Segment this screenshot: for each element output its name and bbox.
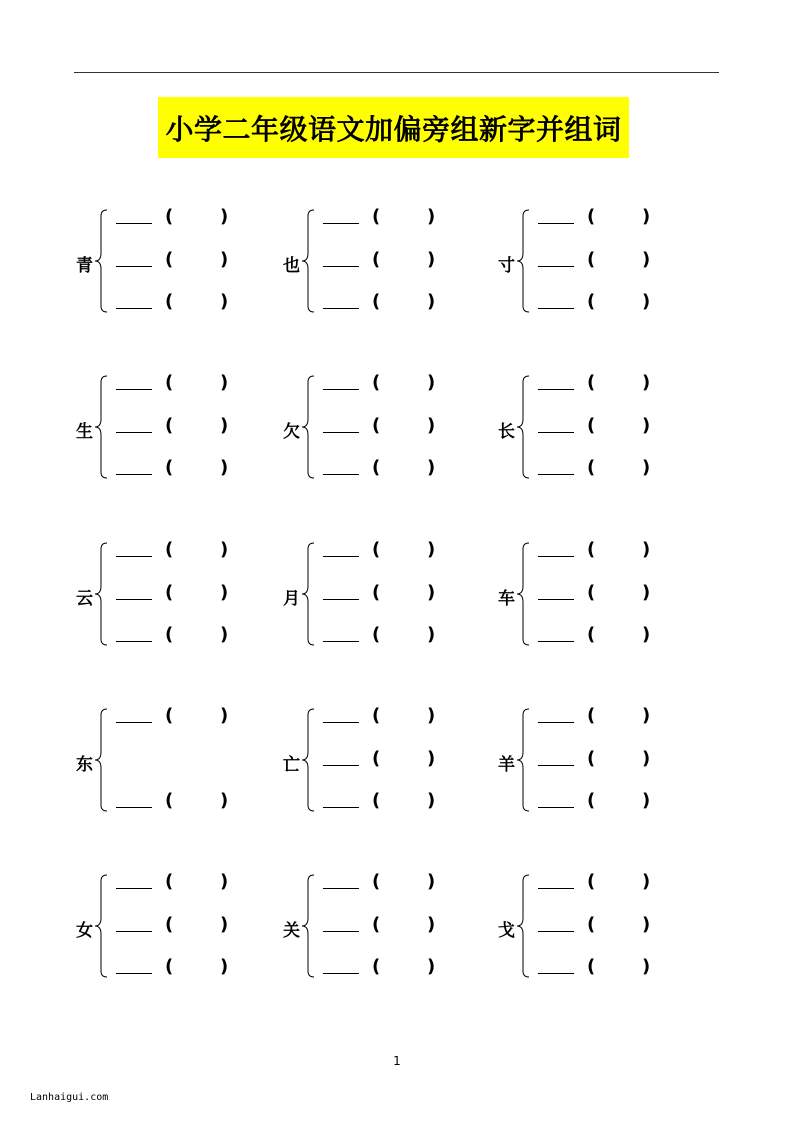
- answer-slot[interactable]: [538, 790, 698, 812]
- word-paren-open: (: [372, 206, 381, 227]
- curly-brace-icon: [301, 873, 317, 979]
- word-paren-open: (: [372, 249, 381, 270]
- answer-slot[interactable]: [323, 956, 483, 978]
- answer-slot[interactable]: [323, 582, 483, 604]
- word-paren-open: (: [587, 624, 596, 645]
- word-paren-open: (: [372, 415, 381, 436]
- word-paren-close: ): [220, 249, 229, 270]
- word-paren-open: (: [165, 914, 174, 935]
- word-paren-close: ): [427, 539, 436, 560]
- word-paren-close: ): [642, 705, 651, 726]
- curly-brace-icon: [94, 541, 110, 647]
- new-char-blank[interactable]: [538, 599, 574, 600]
- new-char-blank[interactable]: [116, 308, 152, 309]
- new-char-blank[interactable]: [116, 599, 152, 600]
- base-character: 欠: [283, 422, 300, 442]
- char-group: [498, 871, 698, 991]
- answer-slot[interactable]: [538, 871, 698, 893]
- word-paren-close: ): [427, 871, 436, 892]
- answer-slot[interactable]: [538, 372, 698, 394]
- new-char-blank[interactable]: [538, 266, 574, 267]
- base-character: 车: [498, 589, 515, 609]
- word-paren-open: (: [372, 582, 381, 603]
- new-char-blank[interactable]: [323, 599, 359, 600]
- new-char-blank[interactable]: [116, 973, 152, 974]
- base-character: 生: [76, 422, 93, 442]
- new-char-blank[interactable]: [116, 807, 152, 808]
- word-paren-open: (: [587, 956, 596, 977]
- word-paren-close: ): [220, 705, 229, 726]
- word-paren-open: (: [587, 291, 596, 312]
- new-char-blank[interactable]: [323, 931, 359, 932]
- word-paren-open: (: [165, 705, 174, 726]
- new-char-blank[interactable]: [538, 308, 574, 309]
- answer-slot[interactable]: [323, 457, 483, 479]
- char-group: [498, 372, 698, 492]
- answer-slot[interactable]: [323, 914, 483, 936]
- curly-brace-icon: [301, 707, 317, 813]
- answer-slot[interactable]: [116, 291, 276, 313]
- answer-slot[interactable]: [538, 705, 698, 727]
- word-paren-close: ): [427, 582, 436, 603]
- base-character: 东: [76, 755, 93, 775]
- new-char-blank[interactable]: [538, 556, 574, 557]
- char-group: [498, 705, 698, 825]
- word-paren-close: ): [220, 956, 229, 977]
- word-paren-close: ): [427, 914, 436, 935]
- char-group: [76, 705, 276, 825]
- word-paren-close: ): [642, 871, 651, 892]
- word-paren-open: (: [165, 956, 174, 977]
- word-paren-open: (: [372, 539, 381, 560]
- word-paren-close: ): [427, 415, 436, 436]
- base-character: 羊: [498, 755, 515, 775]
- answer-slot[interactable]: [538, 249, 698, 271]
- new-char-blank[interactable]: [323, 556, 359, 557]
- word-paren-open: (: [372, 457, 381, 478]
- answer-slot[interactable]: [538, 914, 698, 936]
- new-char-blank[interactable]: [323, 474, 359, 475]
- new-char-blank[interactable]: [323, 432, 359, 433]
- word-paren-open: (: [372, 748, 381, 769]
- word-paren-close: ): [427, 624, 436, 645]
- new-char-blank[interactable]: [538, 931, 574, 932]
- char-group: [498, 539, 698, 659]
- new-char-blank[interactable]: [538, 223, 574, 224]
- new-char-blank[interactable]: [116, 432, 152, 433]
- new-char-blank[interactable]: [538, 722, 574, 723]
- word-paren-close: ): [642, 956, 651, 977]
- answer-slot[interactable]: [116, 582, 276, 604]
- word-paren-close: ): [642, 249, 651, 270]
- word-paren-open: (: [165, 206, 174, 227]
- answer-slot[interactable]: [116, 871, 276, 893]
- word-paren-close: ): [427, 705, 436, 726]
- word-paren-close: ): [427, 457, 436, 478]
- base-character: 女: [76, 921, 93, 941]
- word-paren-open: (: [372, 956, 381, 977]
- new-char-blank[interactable]: [538, 765, 574, 766]
- word-paren-open: (: [587, 249, 596, 270]
- word-paren-close: ): [642, 291, 651, 312]
- word-paren-open: (: [587, 914, 596, 935]
- base-character: 长: [498, 422, 515, 442]
- answer-slot[interactable]: [116, 956, 276, 978]
- char-group: [76, 206, 276, 326]
- word-paren-open: (: [587, 539, 596, 560]
- answer-slot[interactable]: [116, 249, 276, 271]
- answer-slot[interactable]: [538, 624, 698, 646]
- word-paren-open: (: [372, 790, 381, 811]
- word-paren-open: (: [372, 291, 381, 312]
- new-char-blank[interactable]: [116, 474, 152, 475]
- base-character: 也: [283, 256, 300, 276]
- word-paren-open: (: [165, 871, 174, 892]
- word-paren-open: (: [372, 871, 381, 892]
- new-char-blank[interactable]: [538, 973, 574, 974]
- answer-slot[interactable]: [538, 457, 698, 479]
- word-paren-open: (: [372, 914, 381, 935]
- word-paren-open: (: [587, 790, 596, 811]
- answer-slot[interactable]: [116, 914, 276, 936]
- char-group: [283, 871, 483, 991]
- answer-slot[interactable]: [116, 206, 276, 228]
- word-paren-open: (: [587, 871, 596, 892]
- answer-slot[interactable]: [323, 748, 483, 770]
- char-group: [283, 206, 483, 326]
- answer-slot[interactable]: [538, 539, 698, 561]
- answer-slot[interactable]: [323, 539, 483, 561]
- answer-slot[interactable]: [323, 372, 483, 394]
- curly-brace-icon: [94, 707, 110, 813]
- curly-brace-icon: [301, 208, 317, 314]
- word-paren-open: (: [165, 415, 174, 436]
- curly-brace-icon: [516, 873, 532, 979]
- word-paren-close: ): [220, 790, 229, 811]
- answer-slot[interactable]: [116, 705, 276, 727]
- word-paren-close: ): [220, 582, 229, 603]
- word-paren-close: ): [220, 415, 229, 436]
- answer-slot[interactable]: [538, 291, 698, 313]
- page-number: 1: [393, 1054, 401, 1068]
- word-paren-close: ): [427, 206, 436, 227]
- new-char-blank[interactable]: [323, 266, 359, 267]
- base-character: 月: [283, 589, 300, 609]
- new-char-blank[interactable]: [323, 722, 359, 723]
- curly-brace-icon: [516, 707, 532, 813]
- new-char-blank[interactable]: [323, 888, 359, 889]
- curly-brace-icon: [516, 208, 532, 314]
- new-char-blank[interactable]: [323, 223, 359, 224]
- curly-brace-icon: [301, 374, 317, 480]
- word-paren-close: ): [220, 871, 229, 892]
- word-paren-close: ): [427, 291, 436, 312]
- word-paren-open: (: [165, 582, 174, 603]
- word-paren-close: ): [220, 914, 229, 935]
- new-char-blank[interactable]: [323, 765, 359, 766]
- answer-slot[interactable]: [323, 415, 483, 437]
- answer-slot[interactable]: [538, 956, 698, 978]
- new-char-blank[interactable]: [538, 389, 574, 390]
- word-paren-open: (: [587, 206, 596, 227]
- word-paren-open: (: [587, 372, 596, 393]
- title-highlight: [158, 97, 629, 158]
- new-char-blank[interactable]: [323, 807, 359, 808]
- answer-slot[interactable]: [116, 372, 276, 394]
- char-group: [498, 206, 698, 326]
- curly-brace-icon: [516, 374, 532, 480]
- answer-slot[interactable]: [538, 206, 698, 228]
- word-paren-open: (: [165, 457, 174, 478]
- word-paren-open: (: [587, 748, 596, 769]
- header-rule: [74, 72, 719, 73]
- new-char-blank[interactable]: [116, 641, 152, 642]
- new-char-blank[interactable]: [538, 474, 574, 475]
- answer-slot[interactable]: [538, 415, 698, 437]
- curly-brace-icon: [516, 541, 532, 647]
- new-char-blank[interactable]: [116, 888, 152, 889]
- new-char-blank[interactable]: [538, 641, 574, 642]
- curly-brace-icon: [94, 873, 110, 979]
- new-char-blank[interactable]: [116, 556, 152, 557]
- char-group: [76, 372, 276, 492]
- base-character: 云: [76, 589, 93, 609]
- answer-slot[interactable]: [323, 291, 483, 313]
- curly-brace-icon: [301, 541, 317, 647]
- char-group: [283, 539, 483, 659]
- word-paren-open: (: [165, 372, 174, 393]
- word-paren-close: ): [427, 790, 436, 811]
- word-paren-close: ): [642, 415, 651, 436]
- word-paren-open: (: [587, 457, 596, 478]
- word-paren-close: ): [642, 539, 651, 560]
- answer-slot[interactable]: [116, 457, 276, 479]
- base-character: 关: [283, 921, 300, 941]
- answer-slot[interactable]: [116, 415, 276, 437]
- word-paren-open: (: [165, 291, 174, 312]
- char-group: [283, 372, 483, 492]
- base-character: 亡: [283, 755, 300, 775]
- new-char-blank[interactable]: [323, 389, 359, 390]
- word-paren-close: ): [427, 249, 436, 270]
- word-paren-open: (: [587, 705, 596, 726]
- word-paren-close: ): [642, 748, 651, 769]
- word-paren-open: (: [165, 790, 174, 811]
- new-char-blank[interactable]: [116, 223, 152, 224]
- new-char-blank[interactable]: [538, 807, 574, 808]
- new-char-blank[interactable]: [538, 888, 574, 889]
- new-char-blank[interactable]: [323, 641, 359, 642]
- answer-slot[interactable]: [323, 249, 483, 271]
- word-paren-open: (: [587, 582, 596, 603]
- base-character: 青: [76, 256, 93, 276]
- answer-slot[interactable]: [323, 790, 483, 812]
- word-paren-close: ): [220, 539, 229, 560]
- answer-slot[interactable]: [538, 748, 698, 770]
- word-paren-close: ): [642, 914, 651, 935]
- word-paren-close: ): [642, 582, 651, 603]
- answer-slot[interactable]: [538, 582, 698, 604]
- new-char-blank[interactable]: [538, 432, 574, 433]
- char-group: [76, 539, 276, 659]
- word-paren-close: ): [220, 206, 229, 227]
- new-char-blank[interactable]: [116, 389, 152, 390]
- new-char-blank[interactable]: [116, 931, 152, 932]
- word-paren-close: ): [642, 790, 651, 811]
- char-group: [76, 871, 276, 991]
- word-paren-close: ): [220, 624, 229, 645]
- word-paren-close: ): [427, 748, 436, 769]
- base-character: 戈: [498, 921, 515, 941]
- base-character: 寸: [498, 256, 515, 276]
- worksheet-title: 小学二年级语文加偏旁组新字并组词: [165, 112, 622, 146]
- word-paren-close: ): [220, 291, 229, 312]
- word-paren-open: (: [165, 624, 174, 645]
- new-char-blank[interactable]: [323, 973, 359, 974]
- word-paren-close: ): [427, 372, 436, 393]
- word-paren-close: ): [220, 457, 229, 478]
- answer-slot[interactable]: [323, 624, 483, 646]
- word-paren-close: ): [642, 624, 651, 645]
- word-paren-close: ): [642, 457, 651, 478]
- word-paren-open: (: [372, 624, 381, 645]
- word-paren-open: (: [587, 415, 596, 436]
- word-paren-open: (: [165, 539, 174, 560]
- word-paren-open: (: [372, 705, 381, 726]
- word-paren-open: (: [165, 249, 174, 270]
- answer-slot[interactable]: [116, 624, 276, 646]
- word-paren-close: ): [220, 372, 229, 393]
- word-paren-close: ): [642, 372, 651, 393]
- word-paren-open: (: [372, 372, 381, 393]
- source-watermark: Lanhaigui.com: [30, 1092, 109, 1103]
- word-paren-close: ): [427, 956, 436, 977]
- new-char-blank[interactable]: [323, 308, 359, 309]
- word-paren-close: ): [642, 206, 651, 227]
- answer-slot[interactable]: [116, 790, 276, 812]
- new-char-blank[interactable]: [116, 266, 152, 267]
- char-group: [283, 705, 483, 825]
- answer-slot[interactable]: [323, 871, 483, 893]
- new-char-blank[interactable]: [116, 722, 152, 723]
- answer-slot[interactable]: [116, 539, 276, 561]
- curly-brace-icon: [94, 208, 110, 314]
- answer-slot[interactable]: [323, 705, 483, 727]
- answer-slot[interactable]: [323, 206, 483, 228]
- curly-brace-icon: [94, 374, 110, 480]
